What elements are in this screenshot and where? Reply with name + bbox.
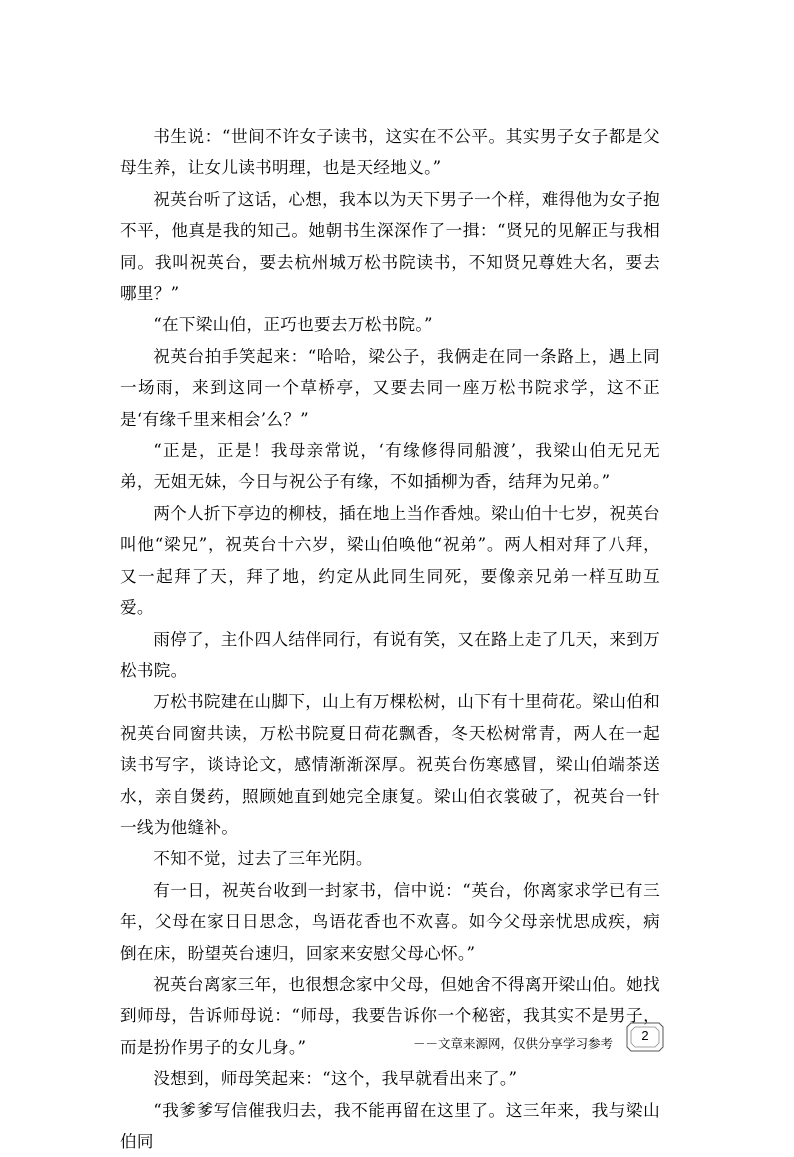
paragraph: 有一日，祝英台收到一封家书，信中说：“英台，你离家求学已有三年，父母在家日日思念，鸟语花香也不欢喜。如今父母亲忧思成疾，病倒在床，盼望英台速归，回家来安慰父母心怀。” — [120, 880, 660, 963]
paragraph: 书生说：“世间不许女子读书，这实在不公平。其实男子女子都是父母生养，让女儿读书明理，也是天经地义。” — [120, 127, 660, 178]
paragraph: 祝英台听了这话，心想，我本以为天下男子一个样，难得他为女子抱不平，他真是我的知己。她朝书生深深作了一揖：“贤兄的见解正与我相同。我叫祝英台，要去杭州城万松书院读书，不知贤兄尊姓大名，要去哪里？” — [120, 189, 660, 304]
paragraph: 祝英台拍手笑起来：“哈哈，梁公子，我俩走在同一条路上，遇上同一场雨，来到这同一个草桥亭，又要去同一座万松书院求学，这不正是‘有缘千里来相会’么？” — [120, 346, 660, 429]
paragraph: “在下梁山伯，正巧也要去万松书院。” — [153, 315, 433, 335]
paragraph: 万松书院建在山脚下，山上有万棵松树，山下有十里荷花。梁山伯和祝英台同窗共读，万松书院夏日荷花飘香，冬天松树常青，两人在一起读书写字，谈诗论文，感情渐渐深厚。祝英台伤寒感冒，梁山伯端茶送水，亲自煲药，照顾她直到她完全康复。梁山伯衣裳破了，祝英台一针一线为他缝补。 — [120, 692, 660, 837]
document-body — [120, 121, 660, 1157]
paragraph: “正是，正是！我母亲常说，‘有缘修得同船渡’，我梁山伯无兄无弟，无姐无妹，今日与祝公子有缘，不如插柳为香，结拜为兄弟。” — [120, 441, 660, 492]
paragraph: “我爹爹写信催我归去，我不能再留在这里了。这三年来，我与梁山伯同 — [120, 1100, 660, 1151]
page-number: 2 — [641, 1028, 649, 1043]
paragraph: 雨停了，主仆四人结伴同行，有说有笑，又在路上走了几天，来到万松书院。 — [120, 629, 660, 680]
paragraph: 没想到，师母笑起来：“这个，我早就看出来了。” — [153, 1069, 518, 1089]
paragraph: 祝英台离家三年，也很想念家中父母，但她舍不得离开梁山伯。她找到师母，告诉师母说：“师母，我要告诉你一个秘密，我其实不是男子，而是扮作男子的女儿身。” — [120, 974, 660, 1057]
paragraph: 两个人折下亭边的柳枝，插在地上当作香烛。梁山伯十七岁，祝英台叫他“梁兄”，祝英台十六岁，梁山伯唤他“祝弟”。两人相对拜了八拜，又一起拜了天，拜了地，约定从此同生同死，要像亲兄弟一样互助互爱。 — [120, 503, 660, 618]
footer-source-note: －－文章来源网，仅供分享学习参考 — [413, 1036, 614, 1051]
paragraph: 不知不觉，过去了三年光阴。 — [153, 849, 373, 869]
page-number-badge — [625, 1021, 665, 1053]
